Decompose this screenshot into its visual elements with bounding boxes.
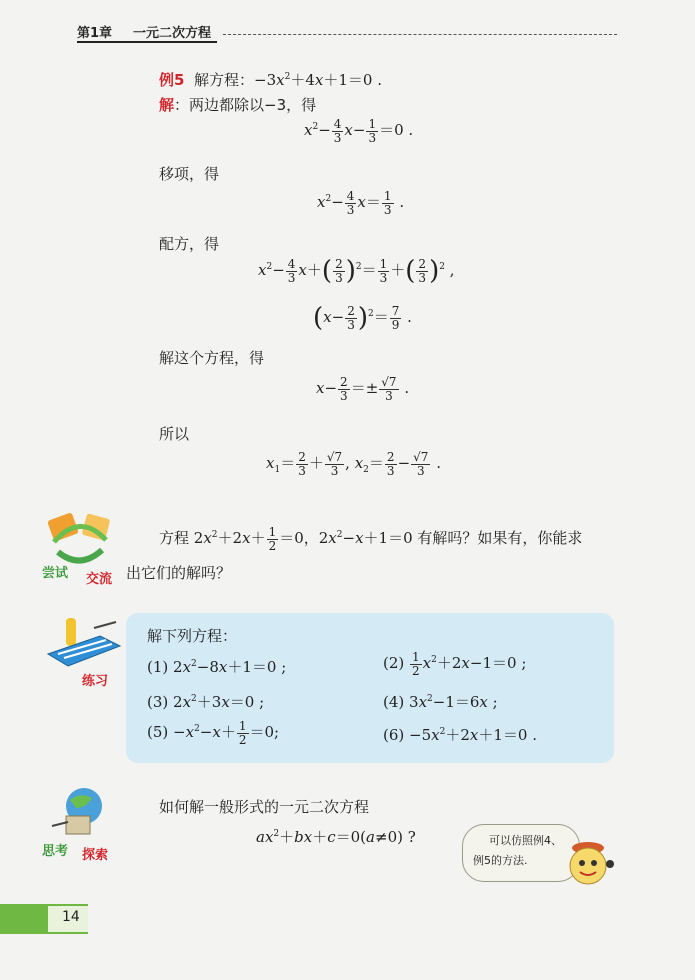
try-exchange-icon [40,512,120,587]
general-form-equation: $ax^2+bx+c=0(a\ne 0)$ ? [256,828,416,846]
abacus-icon [44,616,124,672]
practice-item-2: (2) $\frac{1}{2}$ $x^2+2x-1=0$ ; [383,650,527,678]
equation-5: x− $\frac{2}{3}$ ＝± $\frac{√7}{3}$ . [316,375,410,403]
equation-6: $x_1=$ $\frac{2}{3}$ ＋ $\frac{√7}{3}$ , $x_2=$ $\frac{2}{3}$ − $\frac{√7}{3}$ . [266,450,441,478]
practice-icon [44,616,124,688]
exchange-label: 交流 [86,572,113,587]
practice-item-3: (3) $2x^2+3x=0$ ; [147,693,265,711]
practice-label: 练习 [82,674,109,689]
equation-3: $x^2-$ $\frac{4}{3}$ x＋( $\frac{2}{3}$ )$^2$＝ $\frac{1}{3}$ ＋( $\frac{2}{3}$ )$^2$ , [258,256,455,286]
equation-2: $x^2-$ $\frac{4}{3}$ x＝ $\frac{1}{3}$ . [317,189,405,217]
step2-text: 移项，得 [159,165,220,183]
practice-item-1: (1) $2x^2-8x+1=0$ ; [147,658,287,676]
globe-icon [40,782,124,842]
practice-intro: 解下列方程： [147,627,238,645]
practice-item-6: $(6) -5x^2+2x+1=0$ . [383,726,537,744]
header-dashed-line [223,34,617,35]
example-label: 例5 [159,71,185,89]
chapter-number: 第1章 [77,26,113,41]
practice-item-5-num: (5) [147,723,169,742]
try-text-line2: 出它们的解吗？ [126,564,232,582]
practice-item-5: $(5) -x^2-x+$ $\frac{1}{2}$ ＝0; [147,719,280,747]
think-label: 思考 [42,844,69,859]
footer-bar [0,904,88,934]
practice-item-2-num: (2) [383,654,405,673]
explore-label: 探索 [82,848,109,863]
try-text-tail: 有解吗？如果有，你能求 [417,529,583,548]
solution-label: 解 [159,96,175,114]
practice-item-4-num: (4) [383,693,405,711]
solution-step1: ：两边都除以−3，得 [174,96,317,114]
equation-4: (x− $\frac{2}{3}$ )$^2$＝ $\frac{7}{9}$ . [313,303,412,333]
page-number-box [48,906,88,932]
equation-1: $x^2-$ $\frac{4}{3}$ x− $\frac{1}{3}$ ＝0 . [304,117,414,145]
arrows-cycle-icon [40,512,120,568]
think-explore-icon [40,782,124,863]
step5-text: 所以 [159,425,190,443]
header [77,20,617,44]
try-label: 尝试 [42,566,69,581]
hint-line2: 例5的方法. [473,854,528,867]
example-heading [159,69,382,90]
think-question: 如何解一般形式的一元二次方程 [159,798,370,816]
example-equation: $-3x^2+4x+1=0$ . [254,71,382,89]
practice-item-4: (4) $3x^2-1=6x$ ; [383,693,498,711]
smiley-face-icon [562,838,618,890]
example-prompt: 解方程： [193,71,254,89]
practice-item-3-num: (3) [147,693,169,711]
cartoon-character [562,838,618,890]
practice-item-6-num: (6) [383,726,405,744]
chapter-title: 一元二次方程 [133,26,212,41]
solution-line [159,94,316,115]
step3-text: 配方，得 [159,235,220,253]
practice-item-1-num: (1) [147,658,169,676]
step4-text: 解这个方程，得 [159,349,265,367]
page-number: 14 [62,909,80,925]
header-underline [77,41,217,43]
try-text-line1: 方程 $2x^2+2x+$ $\frac{1}{2}$ ＝0，$2x^2-x+1=0$ 有解吗？如果有，你能求 [159,525,583,553]
hint-line1: 可以仿照例4、 [489,834,562,847]
